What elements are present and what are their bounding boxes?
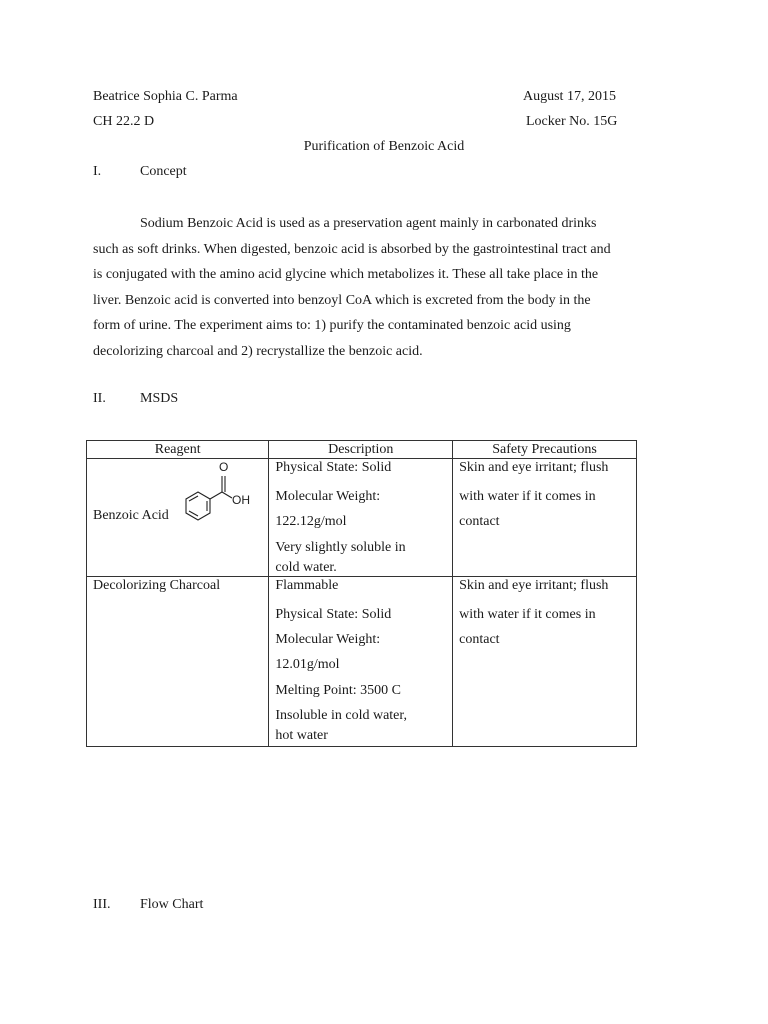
concept-line: decolorizing charcoal and 2) recrystallize the benzoic acid. (93, 343, 423, 359)
concept-line: form of urine. The experiment aims to: 1) purify the contaminated benzoic acid using (93, 318, 571, 333)
column-header-reagent: Reagent (87, 441, 269, 459)
column-header-description: Description (269, 441, 453, 459)
section-title-flowchart: Flow Chart (140, 897, 204, 912)
description-line: Very slightly soluble in (275, 539, 406, 555)
section-title-concept: Concept (140, 164, 187, 179)
benzoic-acid-structure-icon (177, 459, 257, 527)
safety-cell (453, 459, 637, 577)
reagent-name: Benzoic Acid (93, 508, 169, 523)
safety-line: with water if it comes in (459, 606, 596, 622)
section-number-concept: I. (93, 164, 102, 179)
description-cell (269, 459, 453, 577)
msds-table (86, 440, 637, 747)
report-date: August 17, 2015 (523, 89, 616, 104)
table-row (87, 576, 637, 746)
section-title-msds: MSDS (140, 391, 179, 406)
description-line: Melting Point: 3500 C (275, 682, 401, 698)
concept-line: liver. Benzoic acid is converted into benzoyl CoA which is excreted from the body in the (93, 292, 591, 308)
description-line: cold water. (275, 559, 337, 575)
description-line: hot water (275, 728, 328, 744)
description-cell (269, 576, 453, 746)
column-header-safety: Safety Precautions (453, 441, 637, 459)
concept-line: is conjugated with the amino acid glycine which metabolizes it. These all take place in the (93, 267, 599, 282)
locker-number: Locker No. 15G (526, 114, 618, 129)
section-number-msds: II. (93, 391, 106, 406)
description-line: Flammable (275, 577, 339, 593)
structure-oxygen-label: O (219, 460, 229, 474)
concept-paragraph (93, 211, 653, 364)
author-name: Beatrice Sophia C. Parma (93, 89, 238, 104)
description-line: Insoluble in cold water, (275, 708, 408, 724)
document-title: Purification of Benzoic Acid (303, 139, 465, 154)
description-line: Molecular Weight: (275, 632, 381, 648)
safety-line: with water if it comes in (459, 489, 596, 504)
table-row (87, 459, 637, 577)
structure-hydroxyl-label: OH (232, 493, 250, 507)
safety-cell (453, 576, 637, 746)
msds-header-row (87, 441, 637, 459)
concept-line: Sodium Benzoic Acid is used as a preservation agent mainly in carbonated drinks (140, 216, 597, 231)
safety-line: contact (459, 514, 500, 530)
description-line: 122.12g/mol (275, 514, 347, 530)
safety-line: Skin and eye irritant; flush (459, 577, 609, 593)
safety-line: contact (459, 632, 500, 648)
reagent-cell (87, 576, 269, 746)
section-number-flowchart: III. (93, 897, 111, 912)
concept-line: such as soft drinks. When digested, benzoic acid is absorbed by the gastrointestinal tract and (93, 241, 611, 257)
description-line: Molecular Weight: (275, 489, 381, 504)
reagent-cell (87, 459, 269, 577)
description-line: Physical State: Solid (275, 460, 392, 475)
description-line: Physical State: Solid (275, 606, 392, 622)
course-code: CH 22.2 D (93, 114, 155, 129)
description-line: 12.01g/mol (275, 657, 340, 673)
reagent-name: Decolorizing Charcoal (93, 577, 221, 593)
safety-line: Skin and eye irritant; flush (459, 460, 609, 475)
